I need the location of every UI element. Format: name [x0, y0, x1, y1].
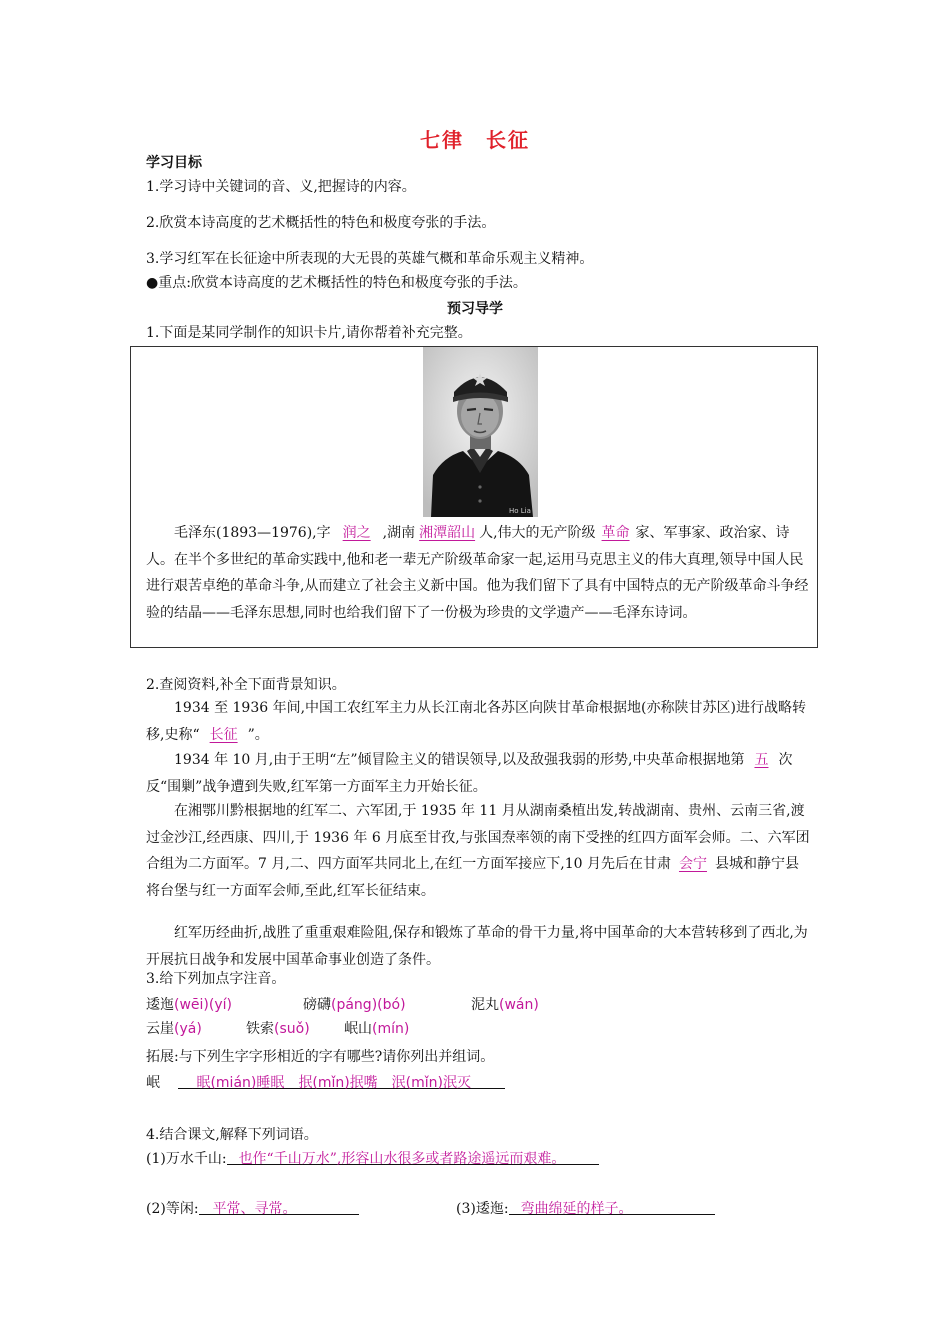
word-2-answer-line [199, 1198, 359, 1215]
extension-row [146, 1072, 505, 1094]
pinyin-item-5 [246, 1018, 310, 1040]
answer-fifth: 五 [754, 752, 769, 768]
pinyin-answer: (suǒ) [274, 1021, 310, 1037]
objective-2: 2.欣赏本诗高度的艺术概括性的特色和极度夸张的手法。 [146, 215, 496, 231]
bg3-text: 在湘鄂川黔根据地的红军二、六军团,于 1935 年 11 月从湖南桑植出发,转战湖南、贵州、云南三省,渡过金沙江,经西康、四川,于 1936 年 6 月底至甘孜,与张国焘率领的南下受挫的红四方面军会师。二、六军团合组为二方面军。7 月,二、四方面军共同北上,在红一方面军接应下,10 月先后在甘肃 [146, 803, 810, 872]
background-para-3 [146, 798, 812, 904]
mao-zedong-photo [423, 347, 538, 517]
pinyin-item-4 [146, 1018, 202, 1040]
answer-courtesy-name: 润之 [342, 525, 371, 541]
word-2-label: (2)等闲: [146, 1201, 199, 1217]
pinyin-word: 云崖 [146, 1021, 174, 1037]
card-text-1: 毛泽东(1893—1976),字 [174, 525, 331, 541]
pinyin-word: 岷山 [344, 1021, 372, 1037]
pinyin-answer: (mín) [372, 1021, 410, 1037]
pinyin-item-3 [471, 994, 539, 1016]
pinyin-word: 磅礴 [303, 997, 331, 1013]
answer-birthplace: 湘潭韶山 [419, 525, 476, 541]
pinyin-word: 泥丸 [471, 997, 499, 1013]
card-paragraph [146, 520, 812, 626]
bg2-end: 次反“围剿”战争遭到失败,红军第一方面军主力开始长征。 [146, 752, 793, 795]
word-2-answer: 平常、寻常。 [212, 1201, 297, 1217]
photo-caption: Ho Lia [509, 507, 531, 515]
pinyin-item-6 [344, 1018, 409, 1040]
word-3-row [456, 1198, 715, 1220]
card-text-3: 人,伟大的无产阶级 [479, 525, 596, 541]
pinyin-answer: (yá) [174, 1021, 202, 1037]
objective-1: 1.学习诗中关键词的音、义,把握诗的内容。 [146, 179, 416, 195]
bg3-end: 县城和静宁县将台堡与红一方面军会师,至此,红军长征结束。 [146, 856, 799, 899]
word-1-label: (1)万水千山: [146, 1151, 227, 1167]
answer-long-march: 长征 [209, 726, 238, 743]
objective-3: 3.学习红军在长征途中所表现的大无畏的英雄气概和革命乐观主义精神。 [146, 251, 594, 267]
extension-answer: 眠(mián)睡眠 抿(mǐn)抿嘴 泯(mǐn)泯灭 [196, 1075, 472, 1091]
bg1-end: ”。 [247, 726, 269, 743]
pinyin-item-2 [303, 994, 406, 1016]
answer-revolution: 革命 [601, 525, 630, 541]
key-point: ●重点:欣赏本诗高度的艺术概括性的特色和极度夸张的手法。 [146, 275, 527, 291]
background-para-2 [146, 747, 812, 800]
question-3: 3.给下列加点字注音。 [146, 971, 286, 987]
word-1-answer: 也作“千山万水”,形容山水很多或者路途遥远而艰难。 [238, 1151, 566, 1167]
word-3-label: (3)逶迤: [456, 1201, 509, 1217]
pinyin-item-1 [146, 994, 232, 1016]
word-2-row [146, 1198, 359, 1220]
question-4: 4.结合课文,解释下列词语。 [146, 1127, 318, 1143]
question-2: 2.查阅资料,补全下面背景知识。 [146, 677, 346, 693]
background-para-4: 红军历经曲折,战胜了重重艰难险阻,保存和锻炼了革命的骨干力量,将中国革命的大本营转移到了西北,为开展抗日战争和发展中国革命事业创造了条件。 [146, 925, 808, 968]
extension-label: 拓展:与下列生字字形相近的字有哪些?请你列出并组词。 [146, 1049, 495, 1065]
card-text-4: 家、军事家、政治家、诗人。在半个多世纪的革命实践中,他和老一辈无产阶级革命家一起,运用马克思主义的伟大真理,领导中国人民进行艰苦卓绝的革命斗争,从而建立了社会主义新中国。他为我们留下了具有中国特点的无产阶级革命斗争经验的结晶——毛泽东思想,同时也给我们留下了一份极为珍贵的文学遗产——毛泽东诗词。 [146, 525, 809, 621]
pinyin-word: 逶迤 [146, 997, 174, 1013]
objectives-heading: 学习目标 [146, 155, 202, 171]
extension-answer-line [178, 1072, 505, 1089]
word-1-answer-line [227, 1148, 600, 1165]
word-1-row [146, 1148, 599, 1170]
preview-heading: 预习导学 [447, 301, 503, 317]
answer-huining: 会宁 [678, 856, 707, 872]
pinyin-word: 铁索 [246, 1021, 274, 1037]
pinyin-answer: (páng)(bó) [331, 997, 406, 1013]
page-title: 七律 长征 [420, 128, 530, 152]
background-para-1 [146, 695, 812, 748]
card-text-2: ,湖南 [382, 525, 416, 541]
bg2-text: 1934 年 10 月,由于王明“左”倾冒险主义的错误领导,以及敌强我弱的形势,中央革命根据地第 [174, 752, 745, 768]
pinyin-answer: (wán) [499, 997, 539, 1013]
pinyin-answer: (wēi)(yí) [174, 997, 232, 1013]
bg1-text: 1934 至 1936 年间,中国工农红军主力从长江南北各苏区向陕甘革命根据地(亦称陕甘苏区)进行战略转移,史称“ [146, 700, 806, 743]
question-1: 1.下面是某同学制作的知识卡片,请你帮着补充完整。 [146, 325, 472, 341]
word-3-answer-line [509, 1198, 715, 1215]
extension-char: 岷 [146, 1075, 160, 1091]
word-3-answer: 弯曲绵延的样子。 [520, 1201, 633, 1217]
